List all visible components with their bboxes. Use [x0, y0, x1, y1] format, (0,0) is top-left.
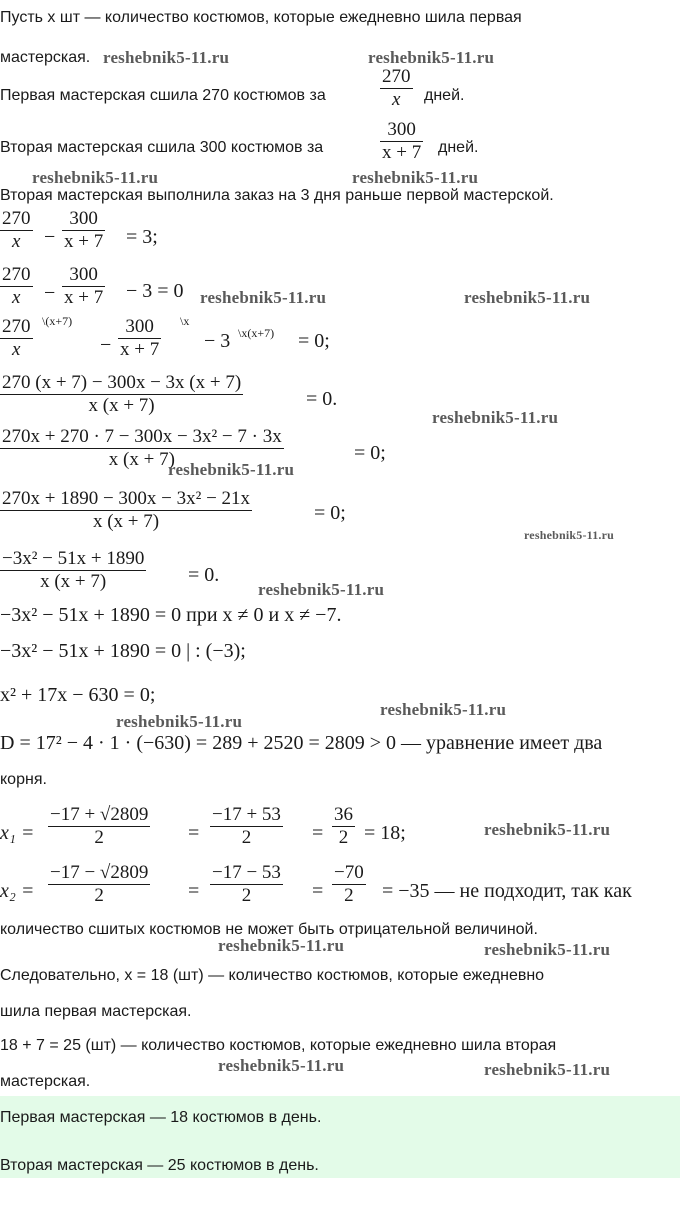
x2-fraction-70: −70 2	[334, 862, 364, 906]
eq2-fraction-270: 270 x	[2, 264, 31, 308]
eq3-multiplier-3: \x(x+7)	[238, 326, 275, 340]
x1-eq-1: =	[188, 822, 200, 844]
eq1-minus: −	[44, 226, 56, 248]
watermark: reshebnik5-11.ru	[484, 1060, 611, 1079]
eq1-fraction-270: 270 x	[2, 208, 31, 252]
x1-fraction-sqrt: −17 + √2809 2	[50, 804, 149, 848]
x2-rhs: = −35 — не подходит, так как	[382, 880, 632, 902]
x2-eq-1: =	[188, 880, 200, 902]
eq3-fraction-270: 270 x	[2, 316, 31, 360]
x2-fraction-53: −17 − 53 2	[212, 862, 281, 906]
text-first-workshop: Первая мастерская сшила 270 костюмов за	[0, 87, 326, 104]
eq-divide: −3x² − 51x + 1890 = 0 | : (−3);	[0, 640, 246, 662]
x1-rhs: = 18;	[364, 822, 406, 844]
eq5-fraction: 270x + 270 · 7 − 300x − 3x² − 7 · 3x x (x + 7)	[2, 426, 282, 470]
text-days-1: дней.	[424, 87, 465, 104]
watermark: reshebnik5-11.ru	[352, 168, 479, 187]
x1-fraction-53: −17 + 53 2	[212, 804, 281, 848]
eq4-rhs: = 0.	[306, 388, 338, 410]
watermark: reshebnik5-11.ru	[116, 712, 243, 731]
eq7-fraction: −3x² − 51x + 1890 x (x + 7)	[2, 548, 145, 592]
eq2-rhs: − 3 = 0	[126, 280, 184, 302]
discriminant-cont: корня.	[0, 771, 47, 788]
eq-nonzero-condition: −3x² − 51x + 1890 = 0 при x ≠ 0 и x ≠ −7.	[0, 604, 342, 626]
answer-second: Вторая мастерская — 25 костюмов в день.	[0, 1157, 319, 1174]
eq3-multiplier-1: \(x+7)	[42, 314, 73, 328]
eq3-rhs: = 0;	[298, 330, 330, 352]
x1-eq-2: =	[312, 822, 324, 844]
watermark: reshebnik5-11.ru	[218, 936, 345, 955]
eq6-fraction: 270x + 1890 − 300x − 3x² − 21x x (x + 7)	[2, 488, 251, 532]
text-line-intro-cont: мастерская.	[0, 49, 91, 66]
watermark: reshebnik5-11.ru	[484, 820, 611, 839]
watermark: reshebnik5-11.ru	[32, 168, 159, 187]
text-condition: Вторая мастерская выполнила заказ на 3 дня раньше первой мастерской.	[0, 187, 554, 204]
eq7-rhs: = 0.	[188, 564, 220, 586]
watermark: reshebnik5-11.ru	[432, 408, 559, 427]
x1-fraction-36: 36 2	[334, 804, 353, 848]
answer-first: Первая мастерская — 18 костюмов в день.	[0, 1109, 322, 1126]
fraction-300-over-x7: 300 x + 7	[382, 119, 422, 163]
eq6-rhs: = 0;	[314, 502, 346, 524]
conclusion-1: Следовательно, x = 18 (шт) — количество костюмов, которые ежедневно	[0, 967, 545, 984]
conclusion-2: шила первая мастерская.	[0, 1003, 192, 1020]
watermark: reshebnik5-11.ru	[368, 48, 495, 67]
watermark: reshebnik5-11.ru	[168, 460, 295, 479]
x2-eq-2: =	[312, 880, 324, 902]
watermark: reshebnik5-11.ru	[484, 940, 611, 959]
eq-reduced: x² + 17x − 630 = 0;	[0, 684, 156, 706]
text-line-intro: Пусть x шт — количество костюмов, которые ежедневно шила первая	[0, 9, 522, 26]
x2-label: x₂ =	[0, 880, 35, 902]
eq2-fraction-300: 300 x + 7	[64, 264, 104, 308]
eq1-rhs: = 3;	[126, 226, 158, 248]
conclusion-3: 18 + 7 = 25 (шт) — количество костюмов, которые ежедневно шила вторая	[0, 1037, 557, 1054]
watermark: reshebnik5-11.ru	[380, 700, 507, 719]
eq1-fraction-300: 300 x + 7	[64, 208, 104, 252]
eq4-fraction: 270 (x + 7) − 300x − 3x (x + 7) x (x + 7)	[2, 372, 242, 416]
eq2-minus: −	[44, 282, 56, 304]
text-second-workshop: Вторая мастерская сшила 300 костюмов за	[0, 139, 324, 156]
eq3-minus: −	[100, 334, 112, 356]
watermark: reshebnik5-11.ru	[103, 48, 230, 67]
eq3-fraction-300: 300 x + 7	[120, 316, 160, 360]
watermark: reshebnik5-11.ru	[524, 528, 614, 542]
watermark: reshebnik5-11.ru	[464, 288, 591, 307]
watermark: reshebnik5-11.ru	[218, 1056, 345, 1075]
x1-label: x₁ =	[0, 822, 35, 844]
fraction-270-over-x: 270 x	[382, 66, 411, 110]
x2-fraction-sqrt: −17 − √2809 2	[50, 862, 149, 906]
discriminant: D = 17² − 4 · 1 · (−630) = 289 + 2520 = 2809 > 0 — уравнение имеет два	[0, 732, 603, 754]
watermark: reshebnik5-11.ru	[200, 288, 327, 307]
text-days-2: дней.	[438, 139, 479, 156]
watermark: reshebnik5-11.ru	[258, 580, 385, 599]
eq5-rhs: = 0;	[354, 442, 386, 464]
eq3-multiplier-2: \x	[180, 314, 190, 328]
x2-note: количество сшитых костюмов не может быть отрицательной величиной.	[0, 921, 538, 938]
conclusion-4: мастерская.	[0, 1073, 91, 1090]
eq3-minus-3: − 3	[204, 330, 231, 352]
